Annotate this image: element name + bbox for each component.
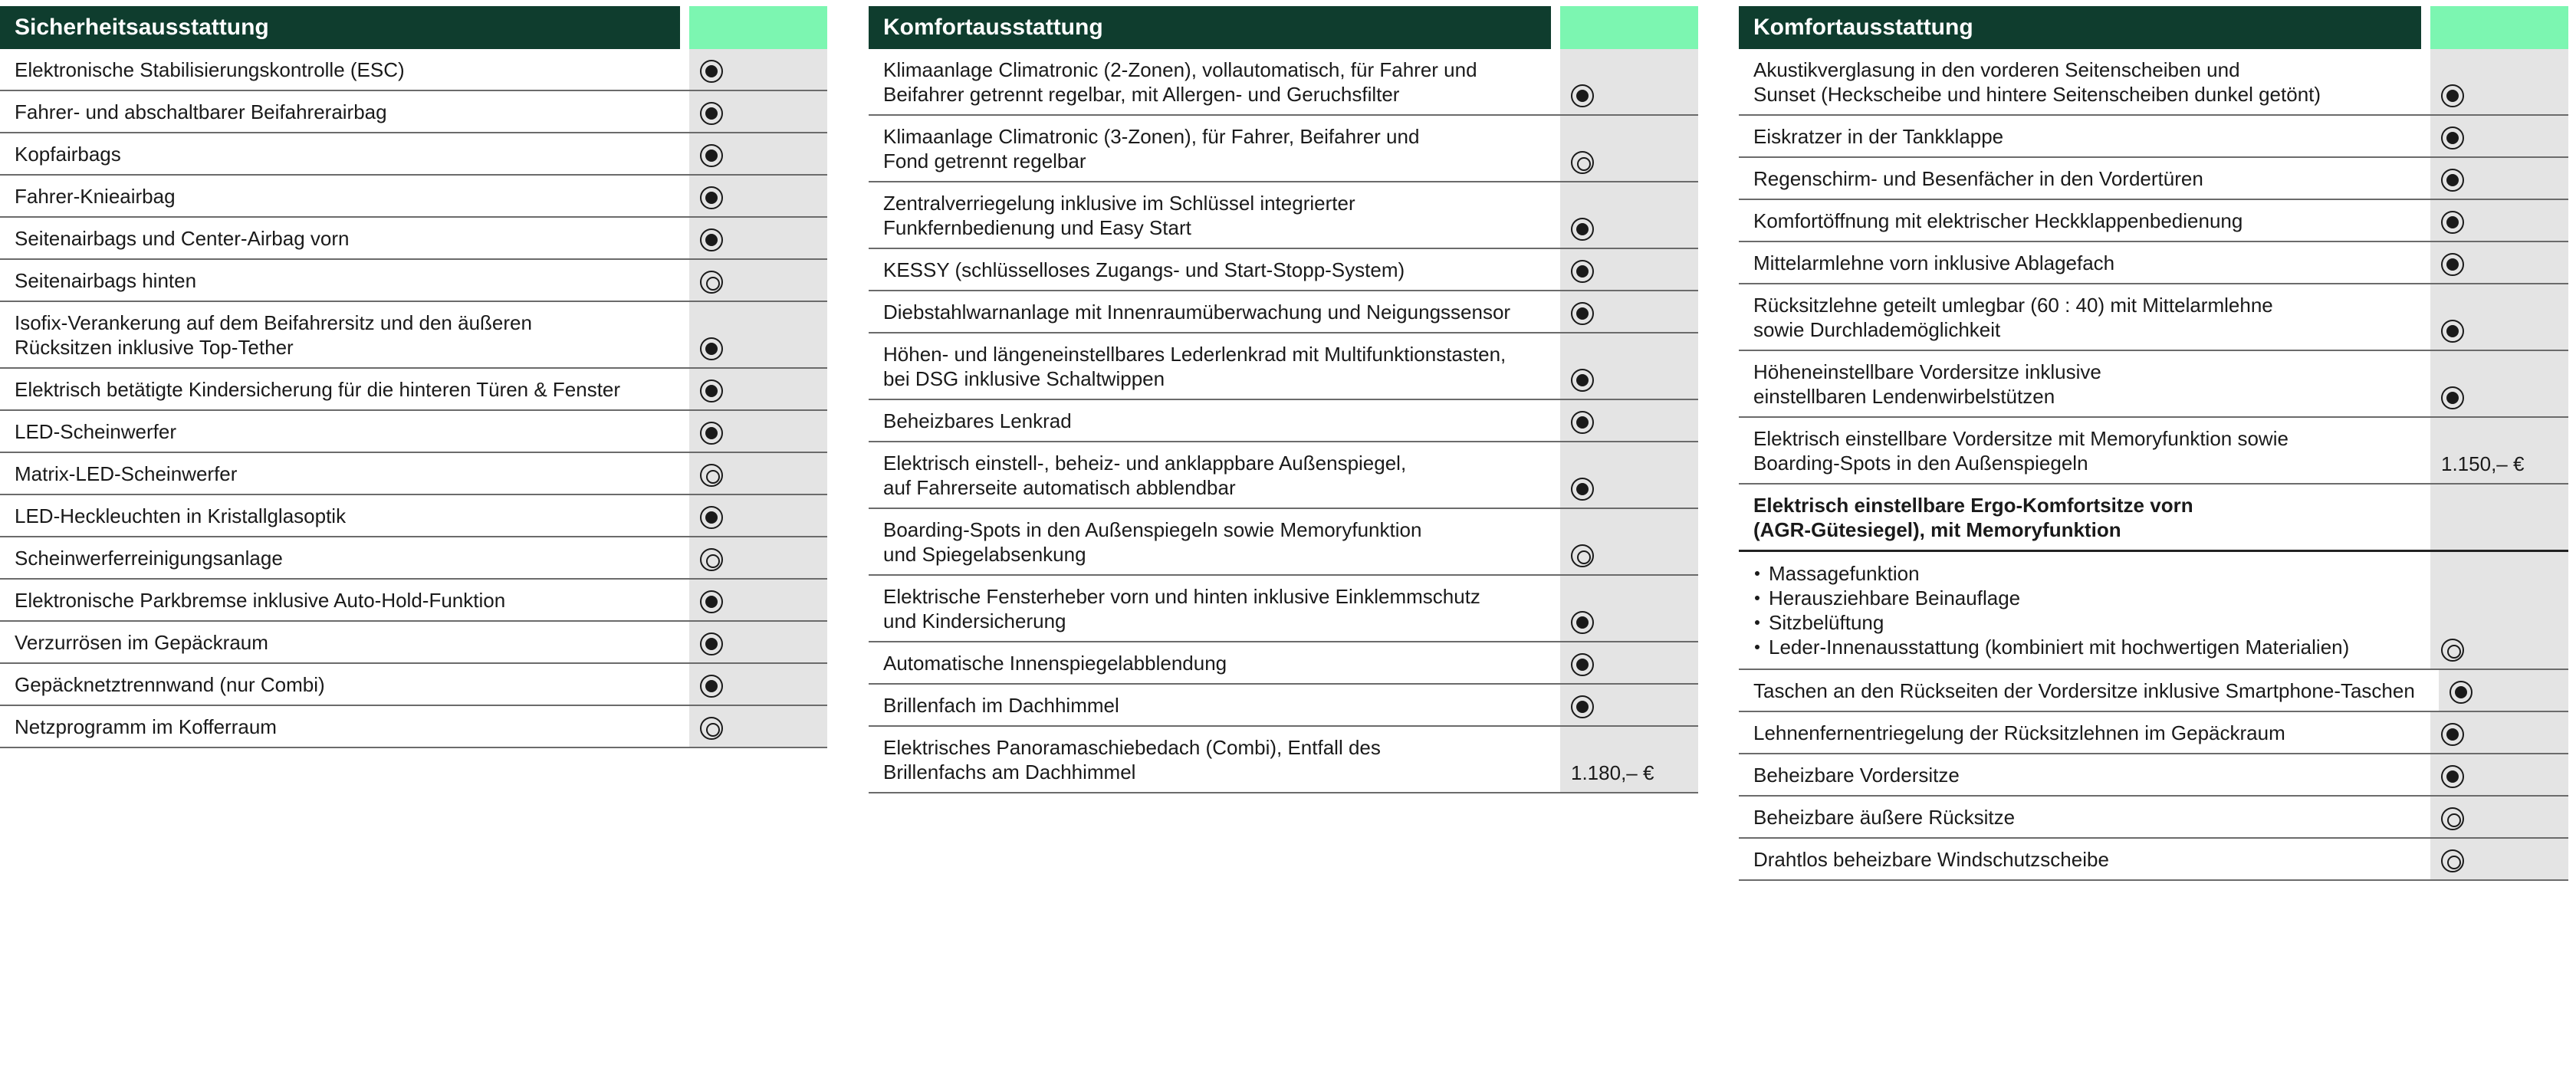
table-row [1739,242,2568,284]
feature-label [869,727,1551,792]
standard-equipment-icon [2450,681,2472,704]
availability-cell [689,218,827,258]
availability-cell [689,622,827,662]
feature-label-line: Beifahrer getrennt regelbar, mit Allergen- und Geruchsfilter [883,83,1400,106]
optional-equipment-icon [700,548,723,571]
feature-label-line: Elektrisch einstellbare Vordersitze mit Memoryfunktion sowie [1753,427,2288,450]
table-row [869,49,1698,116]
availability-cell [1560,685,1698,725]
feature-label-line: Fahrer- und abschaltbarer Beifahrerairbag [15,100,387,123]
availability-cell [2430,839,2568,879]
table-row [1739,839,2568,881]
feature-label-line: KESSY (schlüsselloses Zugangs- und Start-Stopp-System) [883,258,1405,281]
feature-label-line: Mittelarmlehne vorn inklusive Ablagefach [1753,251,2115,274]
feature-label-line: Brillenfachs am Dachhimmel [883,761,1136,784]
availability-cell [689,495,827,536]
feature-label-line: LED-Scheinwerfer [15,420,176,443]
standard-equipment-icon [700,379,723,402]
availability-cell [2430,284,2568,350]
table-row [1739,116,2568,158]
table-row [0,260,827,302]
feature-label-line: Elektronische Stabilisierungskontrolle (ESC) [15,58,405,81]
standard-equipment-icon [1571,478,1594,501]
table-row [1739,284,2568,351]
feature-label-line: Beheizbares Lenkrad [883,409,1072,432]
feature-label [0,664,680,705]
feature-label [869,685,1551,725]
standard-equipment-icon [700,144,723,167]
standard-equipment-icon [1571,302,1594,325]
feature-label-line: Höheneinstellbare Vordersitze inklusive [1753,360,2101,383]
standard-equipment-icon [2441,386,2464,409]
feature-list [1739,552,2421,669]
table-row [0,453,827,495]
feature-label [0,453,680,494]
feature-label [0,133,680,174]
feature-label [0,411,680,452]
availability-cell [689,302,827,367]
table-row [869,727,1698,793]
standard-equipment-icon [2441,253,2464,276]
availability-cell [1560,727,1698,792]
table-row [1739,712,2568,754]
feature-label-line: Fond getrennt regelbar [883,149,1086,172]
feature-label-line: Funkfernbedienung und Easy Start [883,216,1191,239]
optional-equipment-icon [2441,807,2464,830]
feature-label [1739,242,2421,283]
feature-label-line: Eiskratzer in der Tankklappe [1753,125,2004,148]
table-row [0,622,827,664]
table-row [869,249,1698,291]
table-row [0,302,827,369]
header-accent [689,6,827,49]
table-row [1739,158,2568,200]
feature-label [0,49,680,90]
availability-cell [689,537,827,578]
availability-cell [689,49,827,90]
availability-cell [2430,485,2568,550]
feature-label-line: Elektrisch einstellbare Ergo-Komfortsitze vorn [1753,494,2193,517]
feature-label [1739,200,2421,241]
availability-cell [689,91,827,132]
availability-cell [689,580,827,620]
header-accent [2430,6,2568,49]
feature-label-line: auf Fahrerseite automatisch abblendbar [883,476,1236,499]
table-row [869,576,1698,642]
standard-equipment-icon [700,60,723,83]
table-row [869,182,1698,249]
feature-label-line: einstellbaren Lendenwirbelstützen [1753,385,2055,408]
availability-cell [689,133,827,174]
feature-label-line: Lehnenfernentriegelung der Rücksitzlehnen im Gepäckraum [1753,721,2285,744]
standard-equipment-icon [2441,126,2464,149]
table-header [0,6,827,49]
feature-label-line: Isofix-Verankerung auf dem Beifahrersitz und den äußeren [15,311,532,334]
feature-label-line: Elektrisch einstell-, beheiz- und anklappbare Außenspiegel, [883,452,1407,475]
availability-cell [1560,333,1698,399]
feature-label [1739,418,2421,483]
feature-label [1739,49,2421,114]
table-row [0,580,827,622]
optional-equipment-icon [700,717,723,740]
availability-cell [2430,242,2568,283]
feature-label-line: Diebstahlwarnanlage mit Innenraumüberwachung und Neigungssensor [883,301,1511,324]
availability-cell [1560,576,1698,641]
availability-cell [689,176,827,216]
price-label: 1.150,– € [2441,452,2525,475]
feature-label-line: sowie Durchlademöglichkeit [1753,318,2001,341]
table-row [0,411,827,453]
table-row [869,333,1698,400]
availability-cell [2430,351,2568,416]
feature-label-line: und Kindersicherung [883,609,1066,632]
standard-equipment-icon [700,506,723,529]
feature-label-line: LED-Heckleuchten in Kristallglasoptik [15,504,347,527]
table-row [1739,485,2568,552]
feature-label [1739,284,2421,350]
feature-label-line: Verzurrösen im Gepäckraum [15,631,268,654]
table-row [869,442,1698,509]
table-row [0,369,827,411]
feature-label-line: Zentralverriegelung inklusive im Schlüssel integrierter [883,192,1355,215]
table-row [869,509,1698,576]
standard-equipment-icon [1571,84,1594,107]
table-row [869,685,1698,727]
table-title: Komfortausstattung [869,6,1551,49]
standard-equipment-icon [700,337,723,360]
table-row [869,116,1698,182]
table-row [869,642,1698,685]
availability-cell [2430,552,2568,669]
table-row [0,133,827,176]
standard-equipment-icon [2441,765,2464,788]
availability-cell [2430,49,2568,114]
feature-label [1739,116,2421,156]
price-label: 1.180,– € [1571,761,1654,784]
availability-cell [1560,400,1698,441]
feature-list-item: Leder-Innenausstattung (kombiniert mit hochwertigen Materialien) [1753,635,2407,659]
availability-cell [2430,200,2568,241]
availability-cell [689,664,827,705]
table-header [869,6,1698,49]
availability-cell [689,706,827,747]
feature-label-line: Rücksitzlehne geteilt umlegbar (60 : 40) mit Mittelarmlehne [1753,294,2273,317]
feature-label-line: Elektrische Fensterheber vorn und hinten inklusive Einklemmschutz [883,585,1480,608]
feature-label [1739,670,2430,711]
feature-list-item: Massagefunktion [1753,561,2407,586]
table-row [1739,754,2568,797]
feature-label-line: Beheizbare Vordersitze [1753,764,1960,787]
table-row [0,664,827,706]
feature-label-line: Netzprogramm im Kofferraum [15,715,277,738]
feature-label-line: Brillenfach im Dachhimmel [883,694,1119,717]
standard-equipment-icon [1571,369,1594,392]
feature-label-line: Elektrisches Panoramaschiebedach (Combi), Entfall des [883,736,1381,759]
feature-label-line: Elektrisch betätigte Kindersicherung für die hinteren Türen & Fenster [15,378,621,401]
standard-equipment-icon [1571,218,1594,241]
availability-cell [1560,642,1698,683]
feature-label [869,49,1551,114]
table-row [869,400,1698,442]
table-header [1739,6,2568,49]
feature-list-item: Herausziehbare Beinauflage [1753,586,2407,610]
standard-equipment-icon [700,102,723,125]
standard-equipment-icon [700,186,723,209]
feature-label-line: Scheinwerferreinigungsanlage [15,547,283,570]
table-safety [0,6,827,748]
optional-equipment-icon [2441,639,2464,662]
optional-equipment-icon [700,271,723,294]
feature-label-line: Akustikverglasung in den vorderen Seitenscheiben und [1753,58,2240,81]
feature-label [0,91,680,132]
availability-cell [2430,116,2568,156]
feature-label-line: (AGR-Gütesiegel), mit Memoryfunktion [1753,518,2121,541]
optional-equipment-icon [700,464,723,487]
standard-equipment-icon [1571,695,1594,718]
optional-equipment-icon [1571,544,1594,567]
feature-label-line: Fahrer-Knieairbag [15,185,176,208]
availability-cell [1560,249,1698,290]
table-comfort-1 [869,6,1698,793]
feature-label-line: Gepäcknetztrennwand (nur Combi) [15,673,325,696]
table-row [0,49,827,91]
feature-label [1739,351,2421,416]
table-row [1739,200,2568,242]
feature-label [869,291,1551,332]
feature-label-line: und Spiegelabsenkung [883,543,1086,566]
feature-label-line: Komfortöffnung mit elektrischer Heckklappenbedienung [1753,209,2243,232]
feature-label-line: Sunset (Heckscheibe und hintere Seitenscheiben dunkel getönt) [1753,83,2321,106]
availability-cell [2430,158,2568,199]
availability-cell [2430,754,2568,795]
availability-cell [2439,670,2568,711]
standard-equipment-icon [1571,260,1594,283]
table-title: Sicherheitsausstattung [0,6,680,49]
availability-cell [1560,182,1698,248]
availability-cell [689,453,827,494]
feature-label [1739,158,2421,199]
feature-label [0,580,680,620]
table-comfort-2 [1739,6,2568,881]
feature-label-line: Höhen- und längeneinstellbares Lederlenkrad mit Multifunktionstasten, [883,343,1506,366]
feature-label [869,116,1551,181]
availability-cell [1560,509,1698,574]
feature-label [1739,797,2421,837]
feature-label-line: Matrix-LED-Scheinwerfer [15,462,238,485]
availability-cell [2430,418,2568,483]
standard-equipment-icon [700,632,723,655]
feature-label [1739,754,2421,795]
availability-cell [2430,797,2568,837]
table-row [1739,670,2568,712]
standard-equipment-icon [1571,653,1594,676]
feature-label-line: Drahtlos beheizbare Windschutzscheibe [1753,848,2109,871]
standard-equipment-icon [700,590,723,613]
feature-label [869,249,1551,290]
standard-equipment-icon [1571,411,1594,434]
feature-label [869,333,1551,399]
table-row [1739,552,2568,670]
feature-label-line: Seitenairbags hinten [15,269,197,292]
header-accent [1560,6,1698,49]
feature-label-line: Regenschirm- und Besenfächer in den Vordertüren [1753,167,2203,190]
standard-equipment-icon [1571,611,1594,634]
standard-equipment-icon [700,422,723,445]
feature-label-line: Kopfairbags [15,143,121,166]
feature-label-line: Seitenairbags und Center-Airbag vorn [15,227,350,250]
feature-label [1739,839,2421,879]
feature-label-line: Taschen an den Rückseiten der Vordersitze inklusive Smartphone-Taschen [1753,679,2415,702]
feature-label [869,400,1551,441]
table-row [1739,797,2568,839]
feature-label-line: Klimaanlage Climatronic (2-Zonen), vollautomatisch, für Fahrer und [883,58,1477,81]
feature-label-line: Boarding-Spots in den Außenspiegeln [1753,452,2088,475]
table-row [0,495,827,537]
feature-label [1739,485,2421,550]
availability-cell [1560,442,1698,508]
availability-cell [1560,116,1698,181]
standard-equipment-icon [2441,84,2464,107]
table-row [0,91,827,133]
feature-label-line: Boarding-Spots in den Außenspiegeln sowie Memoryfunktion [883,518,1422,541]
feature-label [0,537,680,578]
feature-label-line: bei DSG inklusive Schaltwippen [883,367,1165,390]
feature-label [869,509,1551,574]
availability-cell [2430,712,2568,753]
feature-label [0,706,680,747]
table-title: Komfortausstattung [1739,6,2421,49]
availability-cell [689,369,827,409]
standard-equipment-icon [2441,211,2464,234]
feature-label [869,576,1551,641]
feature-list-item: Sitzbelüftung [1753,610,2407,635]
feature-label-line: Rücksitzen inklusive Top-Tether [15,336,294,359]
feature-label [869,182,1551,248]
table-row [1739,49,2568,116]
feature-label [1739,712,2421,753]
feature-label-line: Beheizbare äußere Rücksitze [1753,806,2016,829]
availability-cell [689,260,827,301]
availability-cell [1560,49,1698,114]
feature-label [0,495,680,536]
table-row [0,706,827,748]
feature-label [0,260,680,301]
feature-label-line: Klimaanlage Climatronic (3-Zonen), für Fahrer, Beifahrer und [883,125,1420,148]
standard-equipment-icon [2441,723,2464,746]
optional-equipment-icon [1571,151,1594,174]
table-row [0,537,827,580]
standard-equipment-icon [2441,320,2464,343]
feature-label [0,176,680,216]
feature-label-line: Automatische Innenspiegelabblendung [883,652,1227,675]
table-row [1739,418,2568,485]
feature-label [869,642,1551,683]
standard-equipment-icon [700,228,723,251]
standard-equipment-icon [2441,169,2464,192]
table-row [0,218,827,260]
table-row [0,176,827,218]
optional-equipment-icon [2441,849,2464,872]
feature-label [0,369,680,409]
feature-label [869,442,1551,508]
feature-label-line: Elektronische Parkbremse inklusive Auto-Hold-Funktion [15,589,506,612]
feature-label [0,622,680,662]
table-row [869,291,1698,333]
availability-cell [1560,291,1698,332]
table-row [1739,351,2568,418]
feature-label [0,302,680,367]
availability-cell [689,411,827,452]
standard-equipment-icon [700,675,723,698]
feature-label [0,218,680,258]
